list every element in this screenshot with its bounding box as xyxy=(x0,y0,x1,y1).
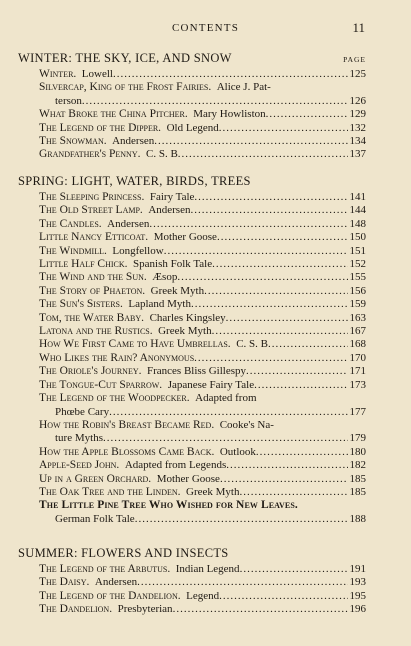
entry-text: Little Half Chick. Spanish Folk Tale xyxy=(39,258,213,271)
dot-leader xyxy=(226,312,348,325)
toc-entry xyxy=(18,325,366,338)
entry-line xyxy=(39,298,366,311)
toc-entry xyxy=(18,285,366,298)
entry-text: The Little Pine Tree Who Wished for New Leaves. xyxy=(39,499,298,512)
dot-leader xyxy=(219,590,347,603)
entry-line xyxy=(39,325,366,338)
entry-text: The Legend of the Dipper. Old Legend xyxy=(39,121,219,134)
entry-line xyxy=(39,419,366,432)
entry-line xyxy=(39,499,366,512)
toc-entry xyxy=(18,486,366,499)
entry-line xyxy=(39,245,366,258)
entry-page-number: 151 xyxy=(349,244,366,257)
entry-line xyxy=(39,135,366,148)
entry-line xyxy=(39,406,366,419)
toc-entry xyxy=(18,204,366,217)
entry-line xyxy=(39,68,366,81)
entry-page-number: 191 xyxy=(349,563,366,575)
dot-leader xyxy=(103,432,348,445)
entry-page-number: 144 xyxy=(349,204,366,217)
entry-text: The Sleeping Princess. Fairy Tale xyxy=(39,191,195,203)
dot-leader xyxy=(219,122,348,135)
entry-page-number: 168 xyxy=(349,338,366,351)
toc-entry xyxy=(18,459,366,472)
entry-text: The Legend of the Woodpecker. Adapted from xyxy=(39,392,257,405)
section-header xyxy=(18,174,366,191)
entry-text: Tom, the Water Baby. Charles Kingsley xyxy=(39,311,226,324)
dot-leader xyxy=(190,204,347,217)
toc-entry xyxy=(18,603,366,616)
dot-leader xyxy=(266,108,348,121)
toc-entry xyxy=(18,563,366,576)
toc-entry xyxy=(18,245,366,258)
entry-list xyxy=(18,68,366,162)
dot-leader xyxy=(135,513,348,526)
entry-line xyxy=(39,218,366,231)
entry-line xyxy=(39,446,366,459)
toc-entry xyxy=(18,392,366,419)
dot-leader xyxy=(220,473,348,486)
entry-line xyxy=(39,95,366,108)
entry-page-number: 159 xyxy=(349,298,366,311)
toc-entry xyxy=(18,122,366,135)
entry-page-number: 125 xyxy=(349,68,366,80)
entry-page-number: 185 xyxy=(349,472,366,485)
toc-entry xyxy=(18,338,366,351)
entry-text: How the Apple Blossoms Came Back. Outlook xyxy=(39,445,256,458)
entry-page-number: 134 xyxy=(349,135,366,148)
toc-entry xyxy=(18,231,366,244)
dot-leader xyxy=(82,95,348,108)
dot-leader xyxy=(194,191,347,204)
entry-text: Apple-Seed John. Adapted from Legends xyxy=(39,459,227,472)
entry-page-number: 170 xyxy=(349,351,366,364)
entry-line xyxy=(39,486,366,499)
toc-entry xyxy=(18,499,366,526)
entry-line xyxy=(39,231,366,244)
section-title: WINTER: THE SKY, ICE, AND SNOW xyxy=(18,51,232,65)
entry-list xyxy=(18,563,366,617)
dot-leader xyxy=(191,298,348,311)
dot-leader xyxy=(268,338,348,351)
entry-line xyxy=(39,473,366,486)
toc-entry xyxy=(18,379,366,392)
entry-text: The Snowman. Andersen xyxy=(39,135,155,148)
entry-line xyxy=(39,108,366,121)
entry-line xyxy=(39,312,366,325)
page-title: CONTENTS xyxy=(171,22,240,34)
dot-leader xyxy=(256,446,348,459)
entry-text: The Dandelion. Presbyterian xyxy=(39,603,173,616)
entry-text: Up in a Green Orchard. Mother Goose xyxy=(39,472,220,485)
entry-text: The Story of Phaeton. Greek Myth xyxy=(39,284,205,297)
dot-leader xyxy=(164,245,348,258)
entry-text: Grandfather's Penny. C. S. B xyxy=(39,148,178,161)
entry-line xyxy=(39,148,366,161)
toc-entry xyxy=(18,590,366,603)
toc-entry xyxy=(18,419,366,446)
entry-page-number: 195 xyxy=(349,589,366,602)
entry-line xyxy=(39,576,366,589)
dot-leader xyxy=(137,576,347,589)
dot-leader xyxy=(212,325,348,338)
entry-text: Who Likes the Rain? Anonymous xyxy=(39,351,195,364)
dot-leader xyxy=(109,406,347,419)
entry-line xyxy=(39,271,366,284)
entry-line xyxy=(39,513,366,526)
entry-page-number: 126 xyxy=(349,94,366,107)
entry-text: The Daisy. Andersen xyxy=(39,576,138,589)
entry-page-number: 152 xyxy=(349,258,366,271)
entry-page-number: 171 xyxy=(349,365,366,378)
entry-text: The Old Street Lamp. Andersen xyxy=(39,204,191,217)
dot-leader xyxy=(173,603,348,616)
dot-leader xyxy=(212,258,347,271)
toc-entry xyxy=(18,312,366,325)
dot-leader xyxy=(178,148,348,161)
entry-line xyxy=(39,379,366,392)
entry-page-number: 173 xyxy=(349,378,366,391)
section-winter xyxy=(18,51,366,162)
toc-entry xyxy=(18,68,366,81)
entry-text: The Candles. Andersen xyxy=(39,217,150,230)
toc-entry xyxy=(18,298,366,311)
dot-leader xyxy=(217,231,348,244)
entry-line xyxy=(39,204,366,217)
toc-entry xyxy=(18,81,366,108)
entry-line xyxy=(39,432,366,445)
toc-entry xyxy=(18,473,366,486)
entry-line xyxy=(39,122,366,135)
entry-text: Silvercap, King of the Frost Fairies. Alice J. Pat- xyxy=(39,81,271,94)
entry-page-number: 132 xyxy=(349,121,366,134)
entry-page-number: 148 xyxy=(349,217,366,230)
entry-line xyxy=(39,352,366,365)
entry-text: How the Robin's Breast Became Red. Cooke's Na- xyxy=(39,418,274,431)
entry-text: Phœbe Cary xyxy=(55,405,110,418)
entry-text: Winter. Lowell xyxy=(39,68,113,80)
entry-text: The Legend of the Arbutus. Indian Legend xyxy=(39,563,240,575)
dot-leader xyxy=(113,68,348,81)
entry-page-number: 193 xyxy=(349,576,366,589)
dot-leader xyxy=(204,285,347,298)
toc-entry xyxy=(18,446,366,459)
entry-text: terson xyxy=(55,94,82,107)
entry-page-number: 177 xyxy=(349,405,366,418)
entry-page-number: 167 xyxy=(349,325,366,338)
entry-line xyxy=(39,365,366,378)
entry-line xyxy=(39,563,366,576)
entry-page-number: 150 xyxy=(349,231,366,244)
page-column-label: PAGE xyxy=(343,55,366,64)
entry-line xyxy=(39,258,366,271)
entry-list xyxy=(18,191,366,526)
entry-line xyxy=(39,603,366,616)
dot-leader xyxy=(240,563,348,576)
toc-entry xyxy=(18,365,366,378)
toc-entry xyxy=(18,135,366,148)
entry-text: The Oak Tree and the Linden. Greek Myth xyxy=(39,485,240,498)
dot-leader xyxy=(149,218,347,231)
entry-line xyxy=(39,81,366,94)
entry-page-number: 155 xyxy=(349,271,366,284)
entry-line xyxy=(39,459,366,472)
section-spring xyxy=(18,174,366,526)
entry-page-number: 196 xyxy=(349,603,366,616)
entry-text: The Oriole's Journey. Frances Bliss Gillespy xyxy=(39,365,246,378)
section-summer xyxy=(18,546,366,617)
toc-entry xyxy=(18,576,366,589)
entry-text: The Windmill. Longfellow xyxy=(39,244,164,257)
entry-text: The Wind and the Sun. Æsop xyxy=(39,271,178,284)
dot-leader xyxy=(254,379,347,392)
toc-entry xyxy=(18,258,366,271)
toc-entry xyxy=(18,148,366,161)
toc-entry xyxy=(18,108,366,121)
entry-text: German Folk Tale xyxy=(55,512,135,525)
dot-leader xyxy=(177,271,347,284)
entry-page-number: 163 xyxy=(349,311,366,324)
section-title: SPRING: LIGHT, WATER, BIRDS, TREES xyxy=(18,174,251,188)
entry-page-number: 141 xyxy=(349,191,366,203)
dot-leader xyxy=(246,365,348,378)
toc-entry xyxy=(18,271,366,284)
entry-text: ture Myths xyxy=(55,432,103,445)
dot-leader xyxy=(154,135,347,148)
entry-line xyxy=(39,191,366,204)
entry-text: The Sun's Sisters. Lapland Myth xyxy=(39,298,191,311)
entry-text: The Legend of the Dandelion. Legend xyxy=(39,589,220,602)
toc-entry xyxy=(18,191,366,204)
entry-page-number: 182 xyxy=(349,459,366,472)
toc-entry xyxy=(18,218,366,231)
entry-line xyxy=(39,285,366,298)
entry-page-number: 156 xyxy=(349,284,366,297)
entry-text: What Broke the China Pitcher. Mary Howliston xyxy=(39,108,266,121)
page-number: 11 xyxy=(352,20,365,35)
entry-text: How We First Came to Have Umbrellas. C. S. B xyxy=(39,338,268,351)
entry-page-number: 185 xyxy=(349,485,366,498)
entry-text: The Tongue-Cut Sparrow. Japanese Fairy Tale xyxy=(39,378,255,391)
toc-entry xyxy=(18,352,366,365)
dot-leader xyxy=(226,459,347,472)
entry-page-number: 188 xyxy=(349,512,366,525)
dot-leader xyxy=(194,352,347,365)
entry-page-number: 179 xyxy=(349,432,366,445)
entry-page-number: 180 xyxy=(349,445,366,458)
section-title: SUMMER: FLOWERS AND INSECTS xyxy=(18,546,229,560)
dot-leader xyxy=(239,486,347,499)
entry-text: Latona and the Rustics. Greek Myth xyxy=(39,325,212,338)
entry-page-number: 129 xyxy=(349,108,366,121)
entry-line xyxy=(39,590,366,603)
section-header xyxy=(18,546,366,563)
entry-line xyxy=(39,392,366,405)
entry-line xyxy=(39,338,366,351)
entry-text: Little Nancy Etticoat. Mother Goose xyxy=(39,231,217,244)
section-header xyxy=(18,51,366,68)
entry-page-number: 137 xyxy=(349,148,366,161)
